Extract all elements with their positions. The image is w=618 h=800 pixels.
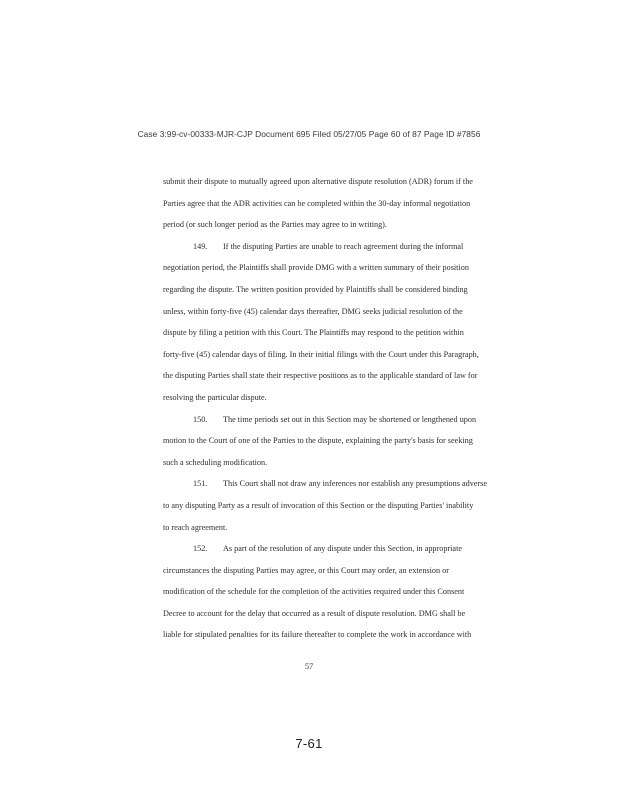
- paragraph-number: 150.: [193, 414, 208, 424]
- text-line: to reach agreement.: [163, 522, 228, 532]
- page-number: 57: [304, 662, 314, 671]
- text-line: regarding the dispute. The written position provided by Plaintiffs shall be considered binding: [163, 284, 468, 294]
- text-line: unless, within forty-five (45) calendar days thereafter, DMG seeks judicial resolution of the: [163, 306, 463, 316]
- text-line: This Court shall not draw any inferences nor establish any presumptions adverse: [223, 479, 487, 489]
- paragraph-151-first-line: [163, 473, 523, 495]
- text-line: Decree to account for the delay that occurred as a result of dispute resolution. DMG shall be: [163, 608, 466, 618]
- text-line: motion to the Court of one of the Parties to the dispute, explaining the party's basis for seeking: [163, 436, 473, 446]
- text-line: to any disputing Party as a result of invocation of this Section or the disputing Parties' inability: [163, 500, 474, 510]
- text-line: If the disputing Parties are unable to reach agreement during the informal: [223, 241, 464, 251]
- body-text: [163, 171, 523, 646]
- text-line: liable for stipulated penalties for its failure thereafter to complete the work in accordance with: [163, 630, 472, 640]
- paragraph-number: 151.: [193, 479, 208, 489]
- paragraph-number: 149.: [193, 241, 208, 251]
- text-line: dispute by filing a petition with this Court. The Plaintiffs may respond to the petition within: [163, 328, 464, 338]
- paragraph-150-first-line: [163, 409, 523, 431]
- text-line: the disputing Parties shall state their respective positions as to the applicable standard of law for: [163, 371, 478, 381]
- text-line: modification of the schedule for the completion of the activities required under this Consent: [163, 587, 465, 597]
- text-line: submit their dispute to mutually agreed upon alternative dispute resolution (ADR) forum if the: [163, 177, 473, 186]
- text-line: As part of the resolution of any dispute under this Section, in appropriate: [223, 544, 462, 554]
- paragraph-number: 152.: [193, 544, 208, 554]
- text-line: forty-five (45) calendar days of filing. In their initial filings with the Court under this Paragraph,: [163, 349, 479, 359]
- text-line: period (or such longer period as the Parties may agree to in writing).: [163, 220, 387, 230]
- text-line: The time periods set out in this Section may be shortened or lengthened upon: [223, 414, 477, 424]
- text-line: resolving the particular dispute.: [163, 392, 267, 402]
- text-line: circumstances the disputing Parties may agree, or this Court may order, an extension or: [163, 565, 449, 575]
- exhibit-number: 7-61: [295, 736, 323, 751]
- text-line: such a scheduling modification.: [163, 457, 268, 467]
- text-line: Parties agree that the ADR activities can be completed within the 30-day informal negotiation: [163, 198, 471, 208]
- paragraph-149-first-line: [163, 236, 523, 258]
- paragraph-152-first-line: [163, 538, 523, 560]
- case-header: Case 3:99-cv-00333-MJR-CJP Document 695 Filed 05/27/05 Page 60 of 87 Page ID #7856: [137, 129, 481, 139]
- text-line: negotiation period, the Plaintiffs shall provide DMG with a written summary of their position: [163, 263, 469, 273]
